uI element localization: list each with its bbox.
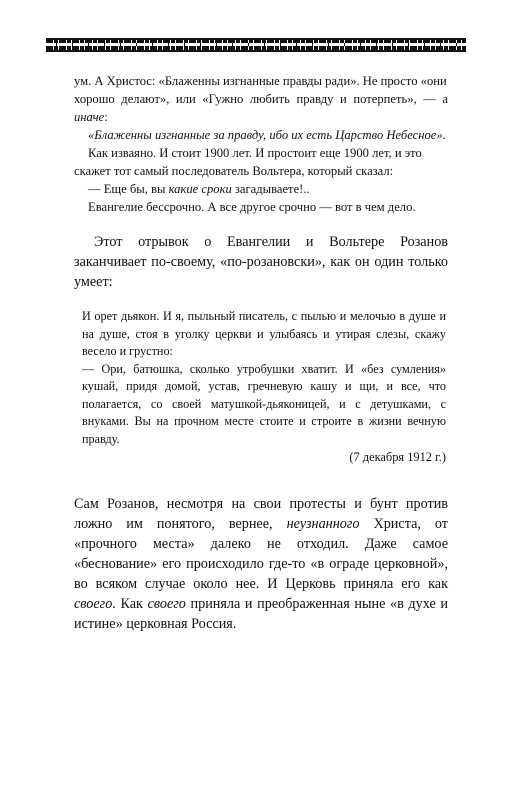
header-ornament-rule [46,38,466,52]
rozanov-quote [74,308,448,466]
beatitude-quote: «Блаженны изгнанные за правду, ибо их есть Царство Небесное». [88,128,446,142]
quote-date: (7 декабря 1912 г.) [349,450,446,464]
intro-paragraph: Этот отрывок о Евангелии и Вольтере Розанов заканчивает по-своему, «по-розановски», как он один только умеет: [74,234,448,290]
quote-paragraph: — Ори, батюшка, сколько утробушки хватит. И «без сумления» кушай, придя домой, устав, гречневую кашу и щи, и все, что полагается, со своей матушкой-дьяконицей, и с детушками, с внуками. Вы на прочном месте стоите и строите в жизни вечную правду. [82,361,446,446]
text-line: ум. А Христос: «Блаженны изгнанные правды ради». Не просто «они [74,74,447,88]
quote-paragraph: И орет дьякон. И я, пыльный писатель, с пылью и мелочью в душе и на душе, стоя в уголку церкви и улыбаясь и утирая слезы, скажу весело и грустно: [82,309,446,358]
text-line: Евангелие бессрочно. А все другое срочно — вот в чем дело. [88,200,416,214]
text-line: скажет тот самый последователь Вольтера, который сказал: [74,164,394,178]
top-quote-block [74,72,448,216]
closing-paragraph: Сам Розанов, несмотря на свои протесты и бунт против ложно им понятого, вернее, неузнанного Христа, от «прочного места» далеко не отходил. Даже самое «беснование» его происходило где-то «в ограде церковной», во всяком случае около нее. И Церковь приняла его как своего. Как своего приняла и преображенная ныне «в духе и истине» церковная Россия. [74,496,448,632]
italic-word: своего [74,596,113,612]
dialogue-line: — Еще бы, вы какие сроки загадываете!.. [88,182,310,196]
text-line: Как изваяно. И стоит 1900 лет. И простоит еще 1900 лет, и это [88,146,422,160]
italic-word: иначе [74,110,105,124]
italic-phrase: какие сроки [168,182,232,196]
page-body [74,72,448,634]
text-line: хорошо делают», или «Гужно любить правду и потерпеть», — а иначе: [74,92,448,124]
italic-word: своего [147,596,186,612]
italic-word: неузнанного [286,516,360,532]
header-ornament-pattern [46,43,466,46]
